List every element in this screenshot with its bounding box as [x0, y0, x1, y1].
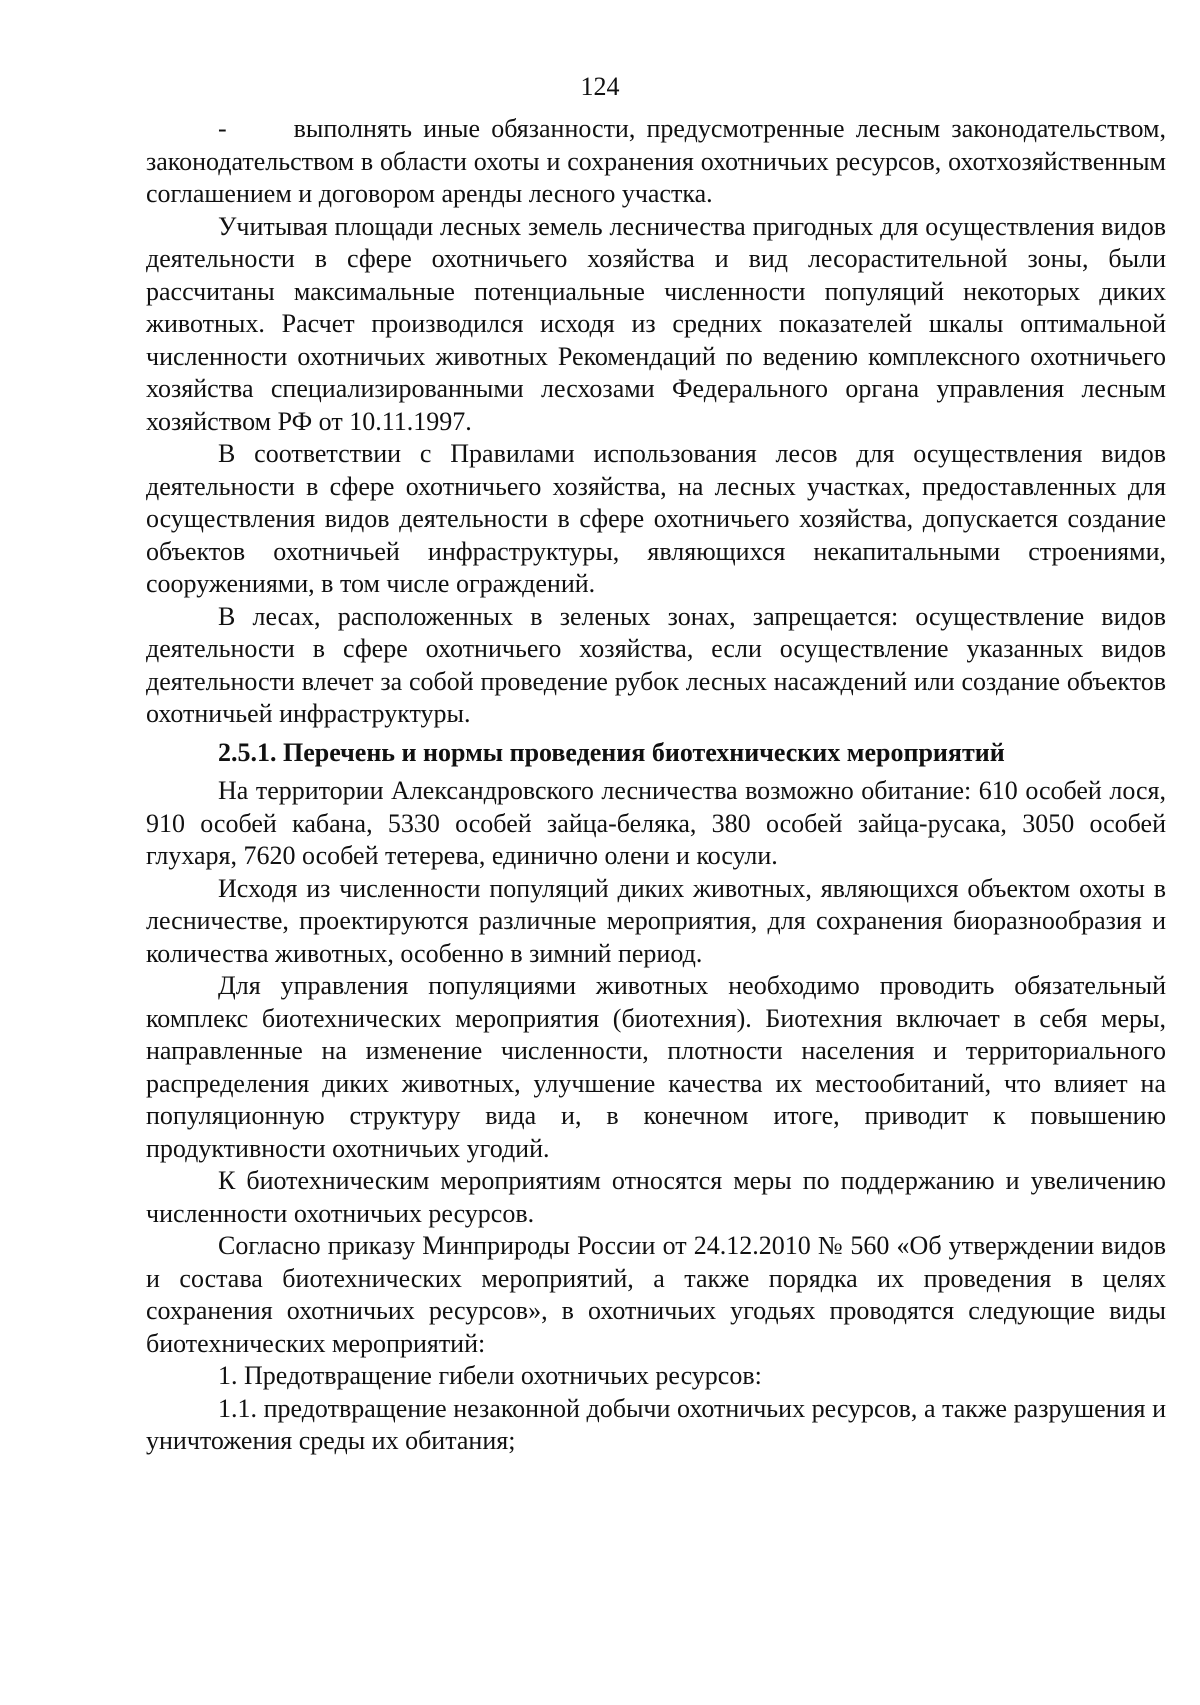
paragraph-planned-measures: Исходя из численности популяций диких животных, являющихся объектом охоты в лесничестве, проектируются различные мероприятия, для сохранения биоразнообразия и количества животных, особенно в зимний период. — [146, 873, 1166, 968]
paragraph-ministry-order: Согласно приказу Минприроды России от 24.12.2010 № 560 «Об утверждении видов и состава биотехнических мероприятий, а также порядка их проведения в целях сохранения охотничьих ресурсов», в охотничьих угодьях проводятся следующие виды биотехнических мероприятий: — [146, 1231, 1166, 1358]
paragraph-infrastructure-rules: В соответствии с Правилами использования лесов для осуществления видов деятельности в сфере охотничьего хозяйства, на лесных участках, предоставленных для осуществления видов деятельности в сфере охотничьего хозяйства, допускается создание объектов охотничьей инфраструктуры, являющихся некапитальными строениями, сооружениями, в том числе ограждений. — [146, 439, 1166, 598]
paragraph-biotechnics-measures: К биотехническим мероприятиям относятся меры по поддержанию и увеличению численности охотничьих ресурсов. — [146, 1166, 1166, 1228]
list-item-1-1: 1.1. предотвращение незаконной добычи охотничьих ресурсов, а также разрушения и уничтожения среды их обитания; — [146, 1393, 1166, 1455]
paragraph-biotechnics-definition: Для управления популяциями животных необходимо проводить обязательный комплекс биотехнических мероприятия (биотехния). Биотехния включает в себя меры, направленные на изменение численности, плотности населения и территориального распределения диких животных, улучшение качества их местообитаний, что влияет на популяционную структуру вида и, в конечном итоге, приводит к повышению продуктивности охотничьих угодий. — [146, 971, 1166, 1163]
paragraph-green-zones: В лесах, расположенных в зеленых зонах, запрещается: осуществление видов деятельности в сфере охотничьего хозяйства, если осуществление указанных видов деятельности влечет за собой проведение рубок лесных насаждений или создание объектов охотничьей инфраструктуры. — [146, 601, 1166, 728]
document-body — [146, 113, 1166, 1458]
list-item-1: 1. Предотвращение гибели охотничьих ресурсов: — [218, 1361, 762, 1390]
section-heading: 2.5.1. Перечень и нормы проведения биотехнических мероприятий — [218, 737, 1005, 767]
paragraph-animal-counts: На территории Александровского лесничества возможно обитание: 610 особей лося, 910 особей кабана, 5330 особей зайца-беляка, 380 особей зайца-русака, 3050 особей глухаря, 7620 особей тетерева, единично олени и косули. — [146, 776, 1166, 870]
paragraph-population-calculation: Учитывая площади лесных земель лесничества пригодных для осуществления видов деятельности в сфере охотничьего хозяйства и вид лесорастительной зоны, были рассчитаны максимальные потенциальные численности популяций некоторых диких животных. Расчет производился исходя из средних показателей шкалы оптимальной численности охотничьих животных Рекомендаций по ведению комплексного охотничьего хозяйства специализированными лесхозами Федерального органа управления лесным хозяйством РФ от 10.11.1997. — [146, 211, 1166, 436]
page-number: 124 — [580, 72, 620, 101]
paragraph-obligations: - выполнять иные обязанности, предусмотренные лесным законодательством, законодательством в области охоты и сохранения охотничьих ресурсов, охотхозяйственным соглашением и договором аренды лесного участка. — [146, 114, 1166, 208]
